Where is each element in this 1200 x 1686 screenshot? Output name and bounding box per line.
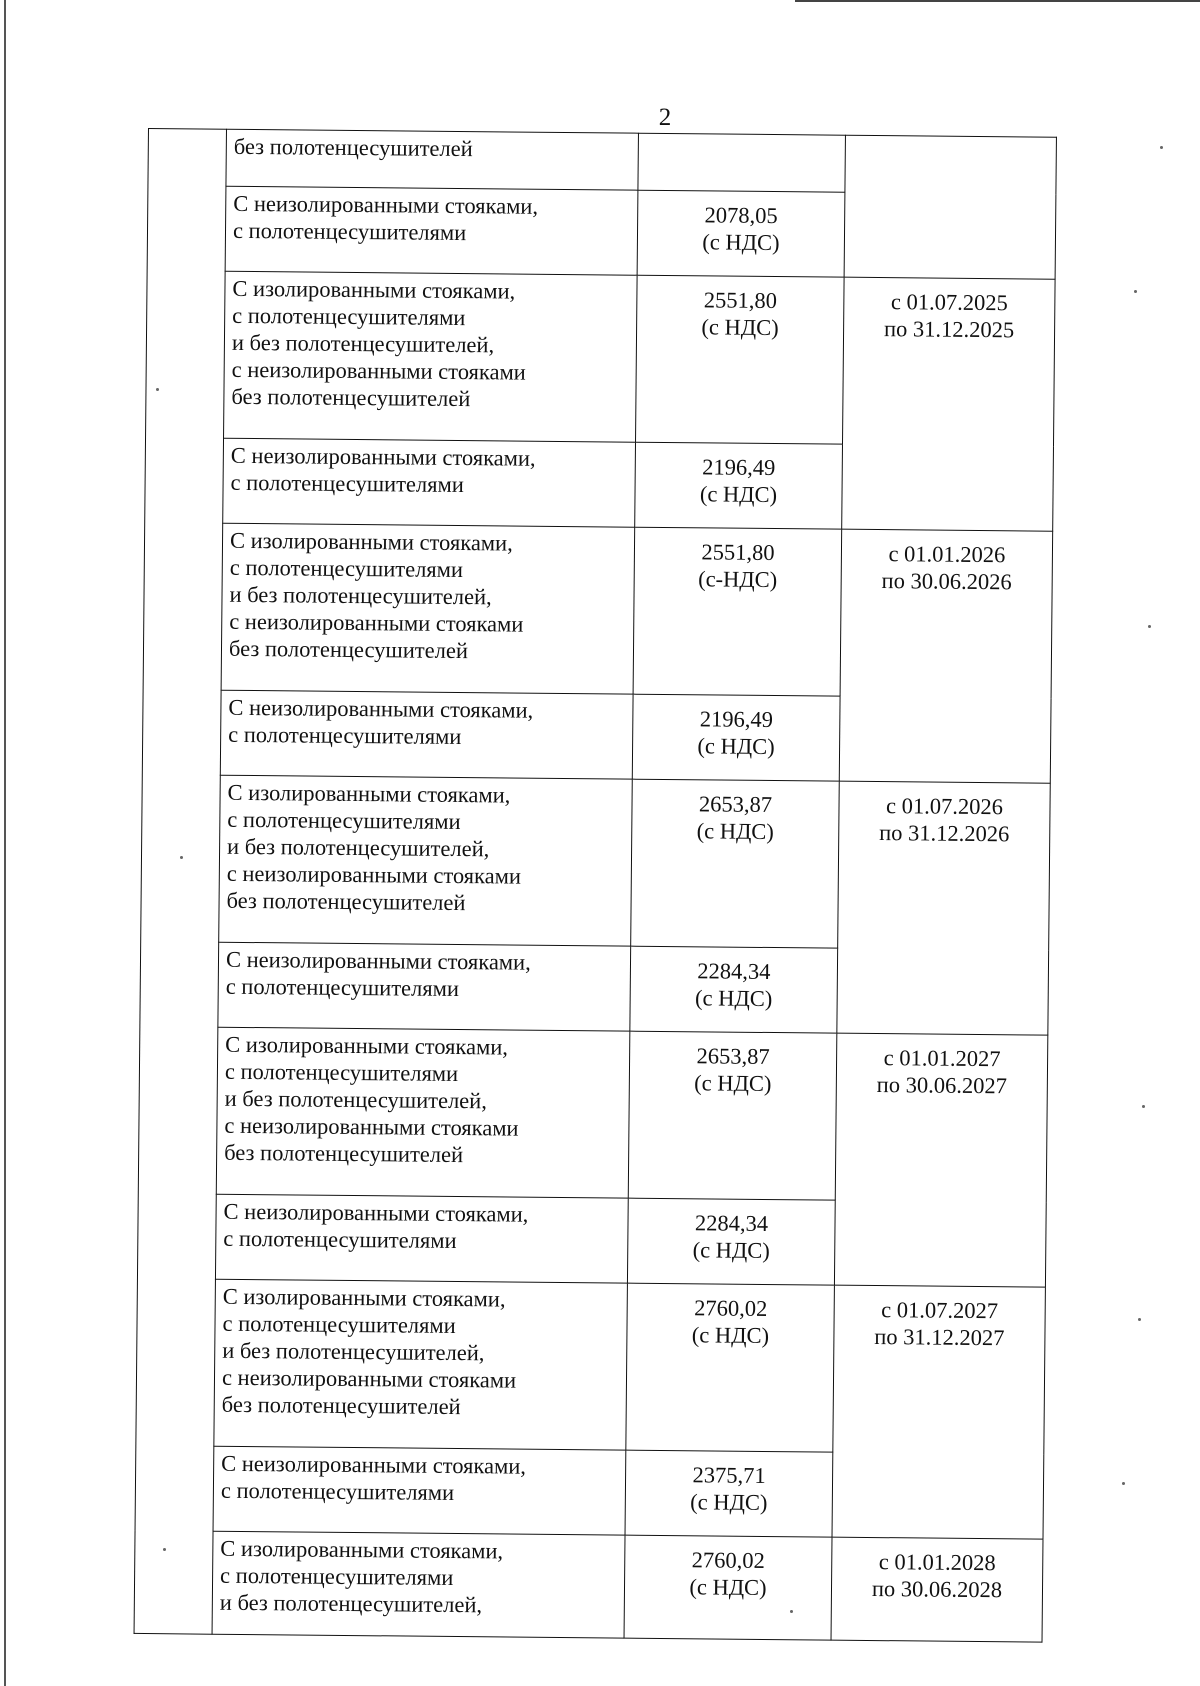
price-value: 2551,80 xyxy=(703,287,778,314)
scan-edge-left xyxy=(4,0,6,1686)
price-value xyxy=(643,144,841,146)
scan-speck xyxy=(180,856,183,859)
description-line: и без полотенцесушителей, xyxy=(219,1589,483,1618)
period-cell xyxy=(837,781,1050,1035)
description-line: С изолированными стояками, xyxy=(232,275,516,304)
vat-note: (с НДС) xyxy=(697,733,775,760)
description-line: С изолированными стояками, xyxy=(220,1535,504,1564)
price-value: 2196,49 xyxy=(702,454,776,481)
vat-note: (с НДС) xyxy=(694,1070,772,1097)
description-line: с полотенцесушителями xyxy=(225,973,460,1002)
vat-note: (с-НДС) xyxy=(698,566,778,593)
description-line: С неизолированными стояками, xyxy=(223,1198,529,1227)
description-line: с полотенцесушителями xyxy=(229,554,464,583)
description-line: С неизолированными стояками, xyxy=(221,1450,527,1479)
description-cell xyxy=(221,523,635,694)
period-cell xyxy=(839,529,1052,783)
description-cell xyxy=(218,942,631,1031)
description-cell xyxy=(212,1531,625,1638)
period-from: с 01.07.2027 xyxy=(881,1297,999,1324)
price-value: 2196,49 xyxy=(699,706,774,733)
price-value: 2375,71 xyxy=(692,1462,766,1488)
price-value: 2078,05 xyxy=(704,202,778,229)
vat-note: (с НДС) xyxy=(702,229,780,256)
period-to: по 31.12.2025 xyxy=(883,316,1015,343)
description-line: без полотенцесушителей xyxy=(226,887,466,916)
price-cell xyxy=(628,1031,837,1200)
description-line: и без полотенцесушителей, xyxy=(229,581,492,610)
description-line: с полотенцесушителями xyxy=(220,1477,455,1506)
vat-note: (с НДС) xyxy=(689,1574,767,1601)
description-line: с полотенцесушителями xyxy=(223,1225,457,1254)
description-line: без полотенцесушителей xyxy=(224,1139,464,1168)
period-from: с 01.01.2026 xyxy=(888,541,1006,568)
description-cell xyxy=(214,1279,628,1450)
vat-note: (с НДС) xyxy=(694,985,773,1012)
scan-speck xyxy=(1122,1482,1125,1485)
description-line: и без полотенцесушителей, xyxy=(226,833,490,862)
vat-note: (с НДС) xyxy=(701,314,779,341)
description-line: и без полотенцесушителей, xyxy=(222,1337,485,1366)
period-to: по 31.12.2027 xyxy=(874,1324,1005,1351)
period-to: по 31.12.2026 xyxy=(879,820,1010,847)
period-to: по 30.06.2026 xyxy=(881,568,1012,595)
description-line: С неизолированными стояками, xyxy=(230,442,536,471)
scan-edge-top xyxy=(795,0,1200,2)
description-line: с неизолированными стояками xyxy=(224,1112,519,1141)
price-cell xyxy=(630,946,838,1033)
vat-note: (с НДС) xyxy=(692,1237,770,1264)
description-cell xyxy=(213,1446,626,1535)
price-cell xyxy=(624,1535,832,1640)
period-from: с 01.01.2028 xyxy=(878,1549,996,1576)
description-line: С изолированными стояками, xyxy=(225,1031,509,1060)
description-line: С изолированными стояками, xyxy=(229,527,513,556)
price-value: 2551,80 xyxy=(701,539,775,566)
price-cell xyxy=(631,779,840,948)
price-cell xyxy=(638,133,846,192)
description-cell xyxy=(216,1027,630,1198)
period-cell xyxy=(834,1033,1047,1287)
description-line: с неизолированными стояками xyxy=(229,608,524,637)
description-cell xyxy=(219,775,633,946)
scan-speck xyxy=(1160,146,1163,149)
number-column-cell xyxy=(134,129,226,1635)
description-line: с полотенцесушителями xyxy=(228,721,462,750)
description-line: С неизолированными стояками, xyxy=(233,190,539,219)
scan-speck xyxy=(1142,1105,1145,1108)
description-line: без полотенцесушителей xyxy=(221,1391,461,1420)
description-line: С изолированными стояками, xyxy=(222,1283,506,1312)
description-line: с полотенцесушителями xyxy=(232,302,466,331)
period-cell xyxy=(831,1537,1043,1642)
tariff-table xyxy=(134,128,1056,1643)
description-cell xyxy=(226,129,639,190)
period-to xyxy=(850,146,1052,148)
period-cell xyxy=(832,1285,1045,1539)
period-to: по 30.06.2027 xyxy=(876,1072,1008,1099)
period-cell xyxy=(842,277,1055,531)
price-value: 2284,34 xyxy=(697,958,771,985)
period-from: с 01.07.2025 xyxy=(890,289,1008,316)
description-line: С неизолированными стояками, xyxy=(228,694,534,723)
price-value: 2760,02 xyxy=(691,1547,765,1573)
vat-note xyxy=(643,144,841,146)
description-line: с полотенцесушителями xyxy=(230,469,464,498)
price-cell xyxy=(632,694,840,781)
price-cell xyxy=(625,1450,833,1537)
scan-speck xyxy=(163,1548,166,1551)
period-cell xyxy=(844,135,1056,279)
price-cell xyxy=(635,442,843,529)
description-line: с неизолированными стояками xyxy=(226,860,522,889)
scan-speck xyxy=(1138,1318,1141,1321)
description-cell xyxy=(215,1194,628,1283)
price-cell xyxy=(627,1198,835,1285)
description-cell xyxy=(225,186,638,275)
price-value: 2284,34 xyxy=(694,1210,769,1237)
description-cell xyxy=(220,690,633,779)
vat-note: (с НДС) xyxy=(699,481,778,508)
price-cell xyxy=(633,527,842,696)
price-cell xyxy=(636,275,845,444)
description-cell xyxy=(224,271,638,442)
description-line: с неизолированными стояками xyxy=(221,1364,517,1393)
description-line: с полотенцесушителями xyxy=(232,217,467,246)
page-number: 2 xyxy=(658,104,672,131)
price-cell xyxy=(626,1283,835,1452)
description-line: и без полотенцесушителей, xyxy=(231,329,495,358)
description-line: и без полотенцесушителей, xyxy=(224,1085,488,1114)
scan-speck xyxy=(1134,290,1137,293)
period-to: по 30.06.2028 xyxy=(871,1576,1003,1603)
description-line: без полотенцесушителей xyxy=(233,133,473,162)
description-line: с полотенцесушителями xyxy=(227,806,461,835)
period-from: с 01.01.2027 xyxy=(883,1045,1001,1072)
description-line: без полотенцесушителей xyxy=(228,635,469,664)
scan-speck xyxy=(790,1610,793,1613)
description-line: без полотенцесушителей xyxy=(231,383,471,412)
price-value: 2653,87 xyxy=(696,1043,770,1070)
period-from xyxy=(850,146,1052,148)
description-line: с полотенцесушителями xyxy=(219,1562,454,1590)
scan-speck xyxy=(1148,625,1151,628)
description-line: с неизолированными стояками xyxy=(231,356,526,385)
period-from: с 01.07.2026 xyxy=(885,793,1004,820)
description-line: С неизолированными стояками, xyxy=(225,946,531,975)
description-cell xyxy=(223,438,636,527)
price-value: 2760,02 xyxy=(694,1295,768,1321)
vat-note: (с НДС) xyxy=(690,1489,768,1516)
price-value: 2653,87 xyxy=(698,791,773,818)
description-line: с полотенцесушителями xyxy=(224,1058,459,1087)
description-line: С изолированными стояками, xyxy=(227,779,511,808)
scan-speck xyxy=(156,388,159,391)
price-cell xyxy=(637,190,845,277)
description-line: с полотенцесушителями xyxy=(222,1310,456,1339)
vat-note: (с НДС) xyxy=(696,818,774,845)
vat-note: (с НДС) xyxy=(691,1322,770,1349)
